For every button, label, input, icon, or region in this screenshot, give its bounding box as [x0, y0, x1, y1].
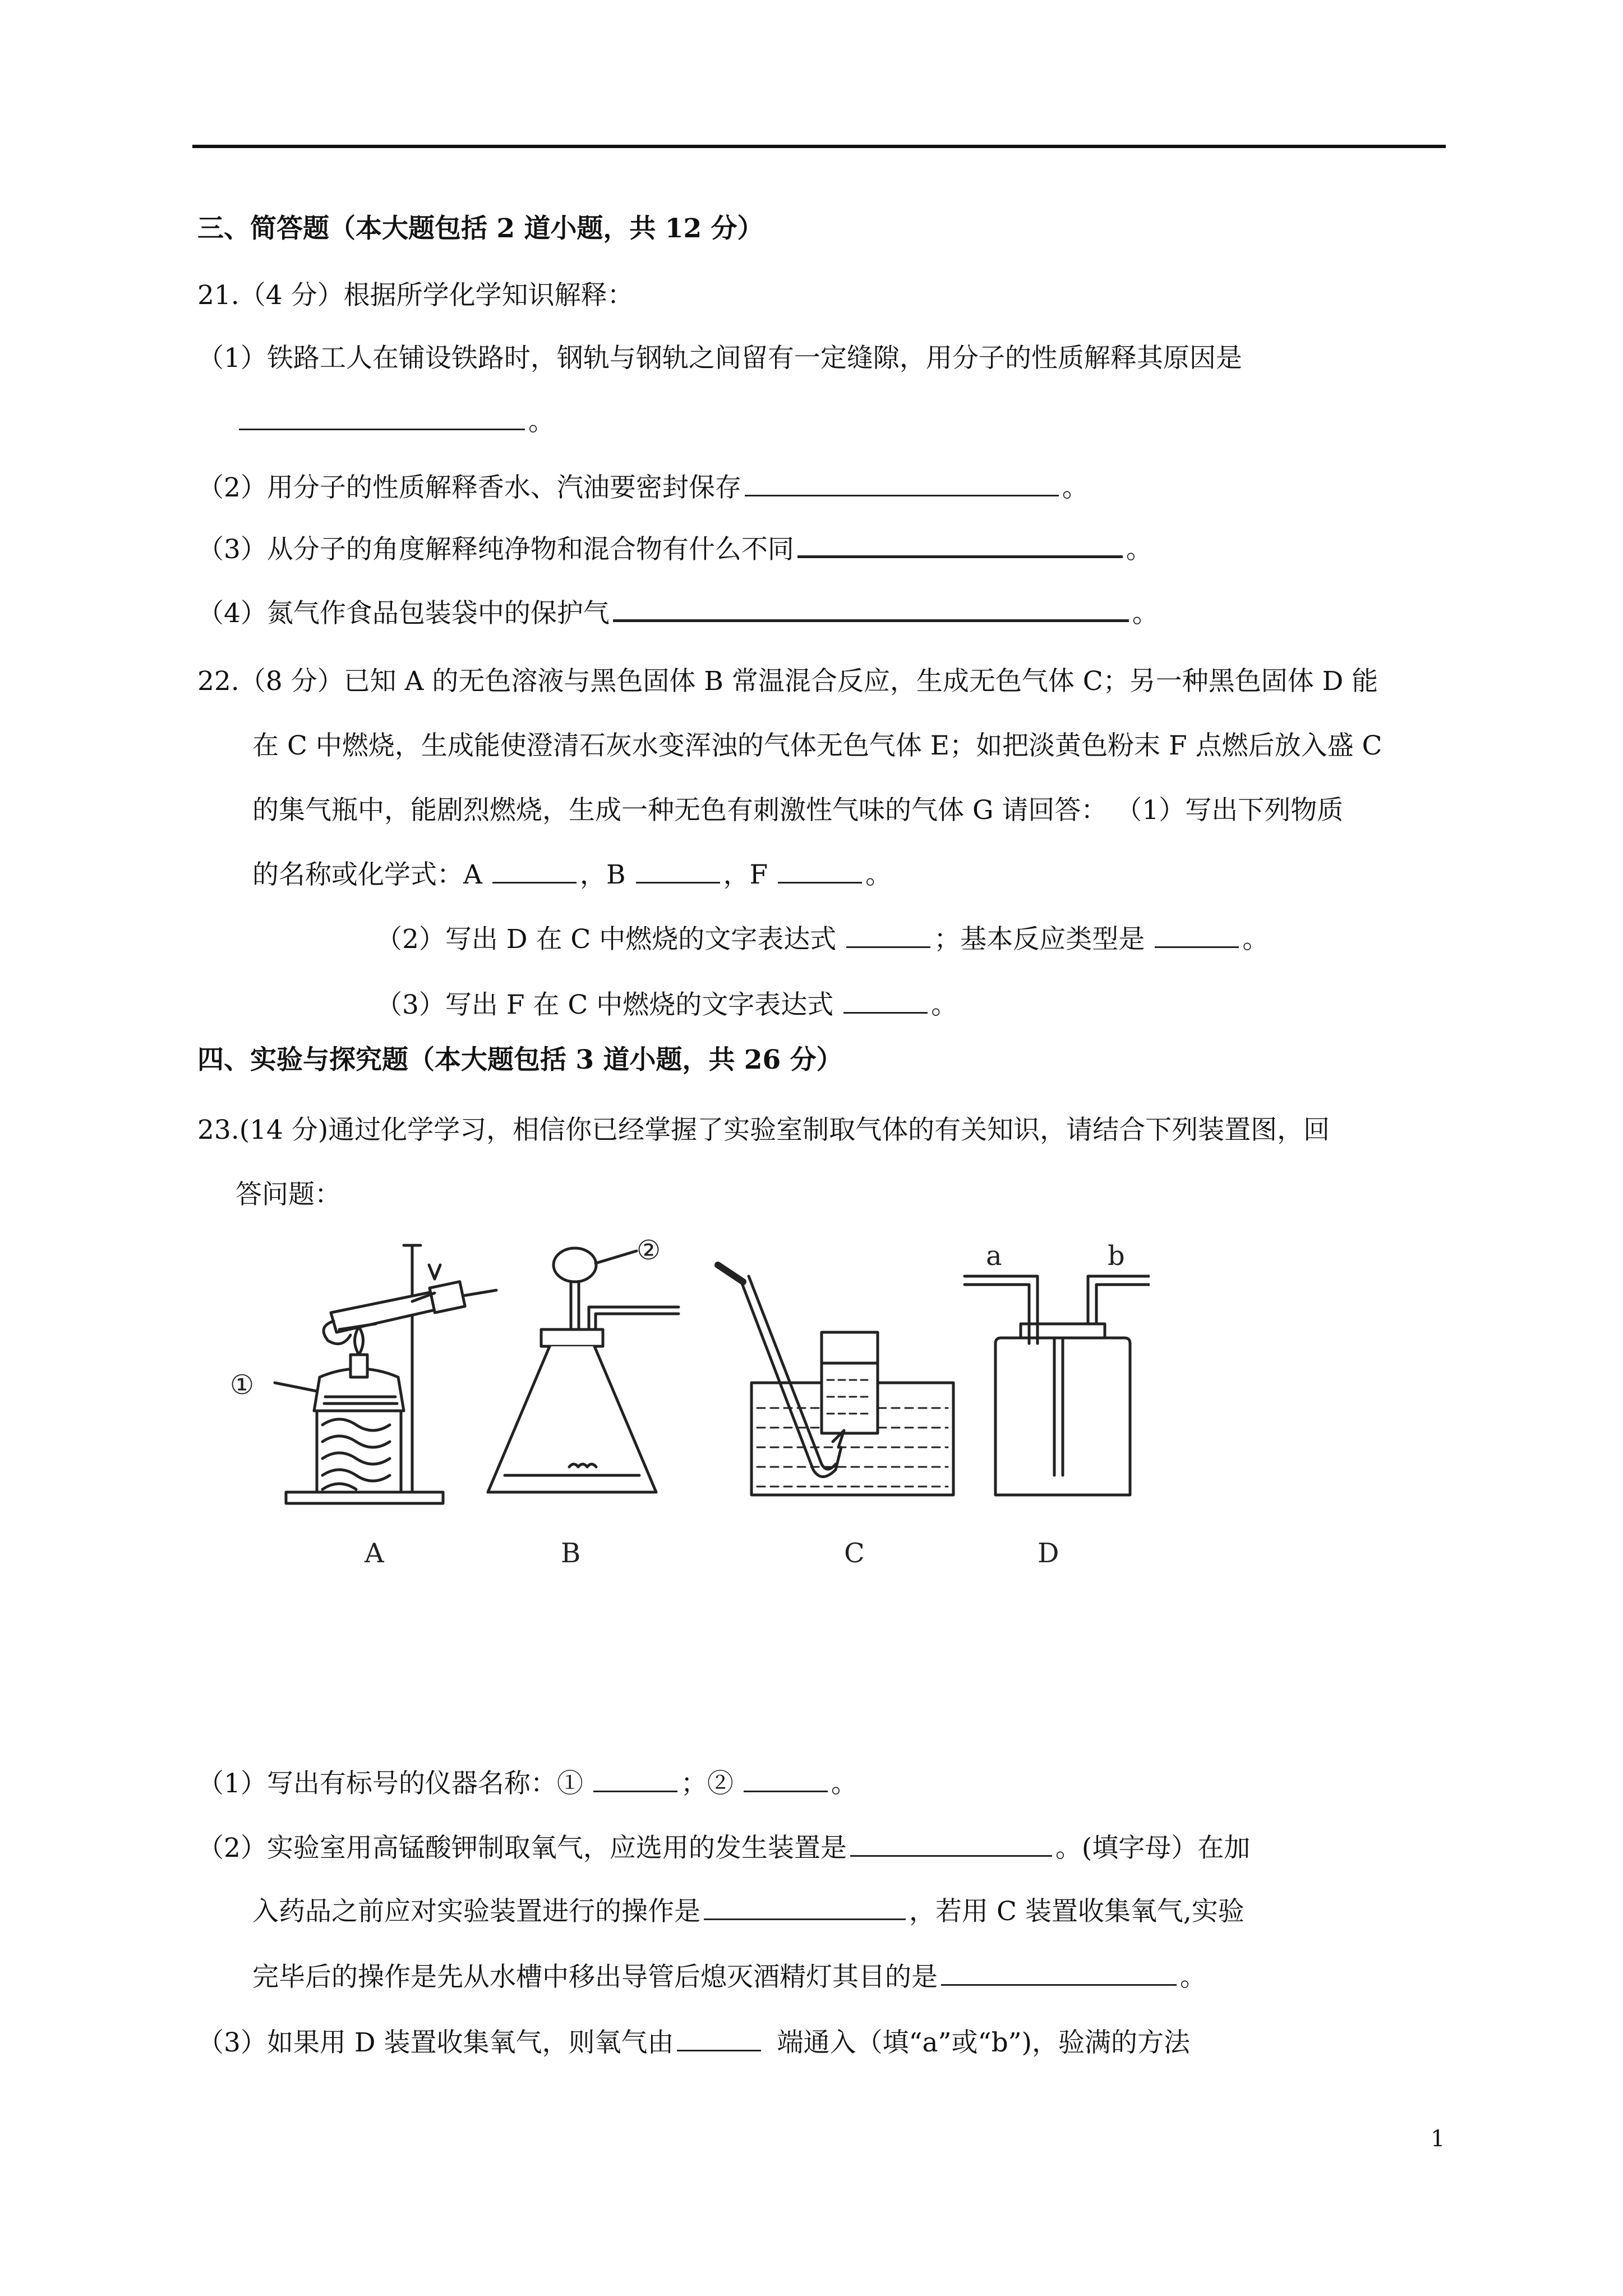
marker-2: ②	[637, 1235, 661, 1266]
q23-sub2-text3: 入药品之前应对实验装置进行的操作是	[252, 1896, 700, 1927]
q22-line1: 22.（8 分）已知 A 的无色溶液与黑色固体 B 常温混合反应，生成无色气体 C；另一种黑色固体 D 能	[197, 666, 1378, 697]
port-b-label: b	[1108, 1240, 1125, 1272]
answer-blank[interactable]	[850, 1855, 1052, 1857]
q23-sub2-line2	[252, 1895, 1244, 1929]
apparatus-d	[965, 1276, 1150, 1495]
punctuation: 。	[528, 406, 555, 437]
answer-blank[interactable]	[745, 495, 1059, 496]
punctuation: 。	[1126, 534, 1152, 565]
q22-line6	[376, 988, 957, 1022]
answer-blank-a[interactable]	[492, 882, 577, 884]
q23-sub2-line3	[252, 1961, 1206, 1994]
answer-blank-b[interactable]	[636, 882, 720, 884]
q23-sub3-text: （3）如果用 D 装置收集氧气，则氧气由	[197, 2027, 674, 2058]
apparatus-a	[275, 1245, 496, 1503]
q22-line3: 的集气瓶中，能剧烈燃烧，生成一种无色有刺激性气味的气体 G 请回答： （1）写出下列物质	[252, 795, 1344, 826]
punctuation: 。	[1132, 598, 1159, 629]
marker-1: ①	[230, 1369, 255, 1401]
q21-part1	[197, 342, 1242, 375]
q21-part2-text: （2）用分子的性质解释香水、汽油要密封保存	[197, 472, 741, 503]
q23-sub1-text: （1）写出有标号的仪器名称：①	[197, 1768, 583, 1799]
punctuation: 。	[1062, 472, 1089, 503]
apparatus-figure	[219, 1234, 1150, 1571]
q21-part1-text: （1）铁路工人在铺设铁路时，钢轨与钢轨之间留有一定缝隙，用分子的性质解释其原因是	[197, 343, 1242, 374]
q21-part3-text: （3）从分子的角度解释纯净物和混合物有什么不同	[197, 534, 794, 565]
q21-stem: 21.（4 分）根据所学化学知识解释：	[197, 280, 634, 311]
q23-sub3	[197, 2026, 1190, 2060]
answer-blank[interactable]	[797, 555, 1123, 558]
page-number: 1	[1431, 2126, 1445, 2152]
q23-line1: 23.(14 分)通过化学学习，相信你已经掌握了实验室制取气体的有关知识，请结合下列装置图，回	[197, 1115, 1330, 1145]
answer-blank[interactable]	[239, 429, 525, 430]
answer-blank[interactable]	[613, 619, 1129, 622]
q23-sub3-text2: 端通入（填“a”或“b”)，验满的方法	[777, 2027, 1191, 2058]
q23-sub2-text4: ，若用 C 装置收集氧气,实验	[909, 1896, 1244, 1927]
answer-blank[interactable]	[677, 2050, 761, 2051]
q23-line2: 答问题：	[236, 1179, 341, 1210]
q21-part4	[197, 597, 1159, 631]
q22-line4	[252, 858, 892, 892]
answer-blank-f[interactable]	[778, 882, 862, 884]
q23-sub2-line1	[197, 1832, 1250, 1865]
answer-blank[interactable]	[941, 1984, 1177, 1986]
q22-line2: 在 C 中燃烧，生成能使澄清石灰水变浑浊的气体无色气体 E；如把淡黄色粉末 F 点燃后放入盛 C	[252, 730, 1382, 761]
q23-sub2-text: （2）实验室用高锰酸钾制取氧气，应选用的发生装置是	[197, 1833, 847, 1864]
label-c: C	[844, 1538, 865, 1569]
q23-sub2-text2: 。(填字母）在加	[1055, 1833, 1251, 1864]
q22-prompt: 的名称或化学式：A	[252, 859, 482, 890]
q21-part2	[197, 471, 1089, 505]
answer-blank[interactable]	[593, 1791, 677, 1792]
header-rule	[192, 145, 1446, 148]
punctuation: 。	[831, 1768, 857, 1799]
q23-sub1	[197, 1767, 857, 1801]
q21-part1-answer	[236, 405, 555, 439]
answer-blank[interactable]	[846, 946, 930, 948]
q23-sep: ；②	[680, 1768, 734, 1799]
answer-blank[interactable]	[744, 1791, 828, 1792]
q22-part3-text: （3）写出 F 在 C 中燃烧的文字表达式	[376, 990, 834, 1020]
q22-sep: ，B	[579, 859, 626, 890]
q21-part3	[197, 533, 1152, 567]
section-4-title: 四、实验与探究题（本大题包括 3 道小题，共 26 分）	[197, 1045, 843, 1075]
answer-blank[interactable]	[1155, 946, 1239, 948]
apparatus-c	[718, 1265, 953, 1495]
answer-blank[interactable]	[704, 1918, 906, 1920]
q22-part2-text: （2）写出 D 在 C 中燃烧的文字表达式	[376, 924, 837, 955]
q21-part4-text: （4）氮气作食品包装袋中的保护气	[197, 598, 610, 629]
apparatus-b	[488, 1248, 679, 1492]
q22-sep: ，F	[723, 859, 768, 890]
punctuation: 。	[865, 859, 892, 890]
label-a: A	[365, 1538, 384, 1569]
label-d: D	[1038, 1538, 1059, 1569]
q23-sub2-text5: 完毕后的操作是先从水槽中移出导管后熄灭酒精灯其目的是	[252, 1962, 938, 1993]
punctuation: 。	[1242, 924, 1269, 955]
section-3-title: 三、简答题（本大题包括 2 道小题，共 12 分）	[197, 213, 764, 244]
label-b: B	[561, 1538, 581, 1569]
q22-line5	[376, 923, 1269, 956]
punctuation: 。	[931, 990, 958, 1020]
punctuation: 。	[1180, 1962, 1206, 1993]
answer-blank[interactable]	[843, 1012, 928, 1014]
q22-part2-text2: ；基本反应类型是	[934, 924, 1145, 955]
port-a-label: a	[986, 1240, 1002, 1272]
